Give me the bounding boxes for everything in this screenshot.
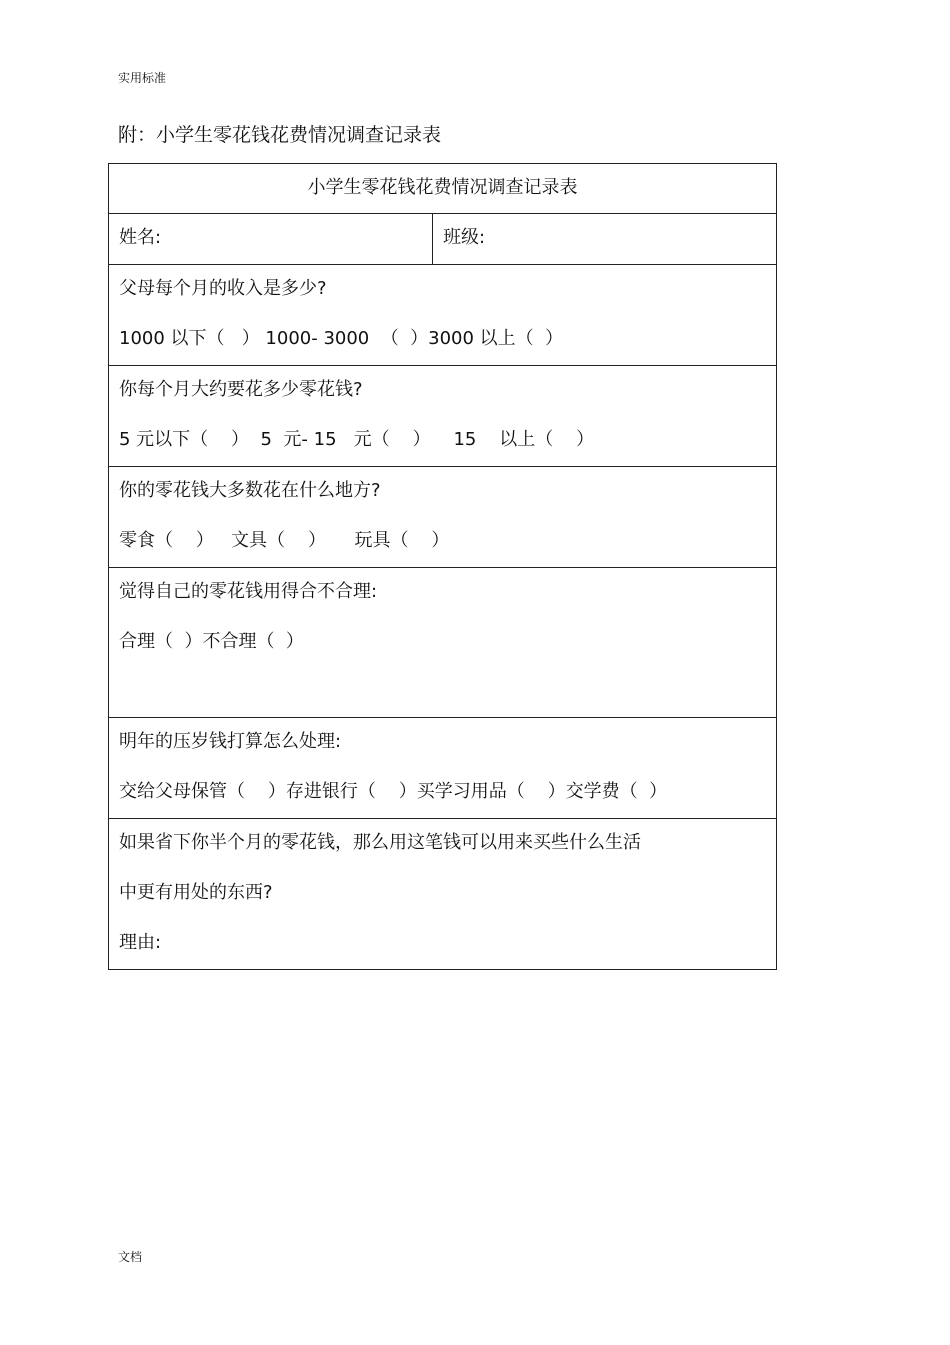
answer-options[interactable]: 零食（ ） 文具（ ） 玩具（ ） — [119, 530, 450, 551]
question-text-line2: 中更有用处的东西? — [119, 882, 273, 903]
question-text: 明年的压岁钱打算怎么处理: — [119, 731, 342, 752]
answer-options[interactable]: 合理（ ）不合理（ ） — [119, 631, 304, 652]
question-income — [109, 265, 777, 366]
question-text: 父母每个月的收入是多少? — [119, 278, 327, 299]
question-lucky-money — [109, 718, 777, 819]
answer-options[interactable]: 交给父母保管（ ）存进银行（ ）买学习用品（ ）交学费（ ） — [119, 781, 668, 802]
question-text: 你每个月大约要花多少零花钱? — [119, 379, 363, 400]
footer-note: 文档 — [118, 1250, 143, 1264]
question-monthly-spending — [109, 366, 777, 467]
header-note: 实用标准 — [118, 71, 167, 85]
name-field[interactable]: 姓名: — [109, 214, 433, 265]
question-savings-use — [109, 819, 777, 970]
question-row — [109, 718, 777, 819]
question-text: 觉得自己的零花钱用得合不合理: — [119, 581, 378, 602]
table-title: 小学生零花钱花费情况调查记录表 — [109, 164, 777, 214]
question-row — [109, 265, 777, 366]
answer-options[interactable]: 1000 以下（ ） 1000- 3000 （ ）3000 以上（ ） — [119, 328, 564, 349]
question-row — [109, 366, 777, 467]
question-row — [109, 568, 777, 718]
info-row — [109, 214, 777, 265]
reason-field[interactable]: 理由: — [119, 932, 162, 953]
table-title-row — [109, 164, 777, 214]
question-spending-place — [109, 467, 777, 568]
question-row — [109, 819, 777, 970]
question-text: 你的零花钱大多数花在什么地方? — [119, 480, 381, 501]
question-reasonable — [109, 568, 777, 718]
attachment-title: 附：小学生零花钱花费情况调查记录表 — [118, 124, 442, 146]
class-field[interactable]: 班级: — [433, 214, 777, 265]
answer-options[interactable]: 5 元以下（ ） 5 元- 15 元（ ） 15 以上（ ） — [119, 429, 595, 450]
survey-table — [108, 163, 777, 970]
question-row — [109, 467, 777, 568]
question-text-line1: 如果省下你半个月的零花钱，那么用这笔钱可以用来买些什么生活 — [119, 832, 641, 853]
